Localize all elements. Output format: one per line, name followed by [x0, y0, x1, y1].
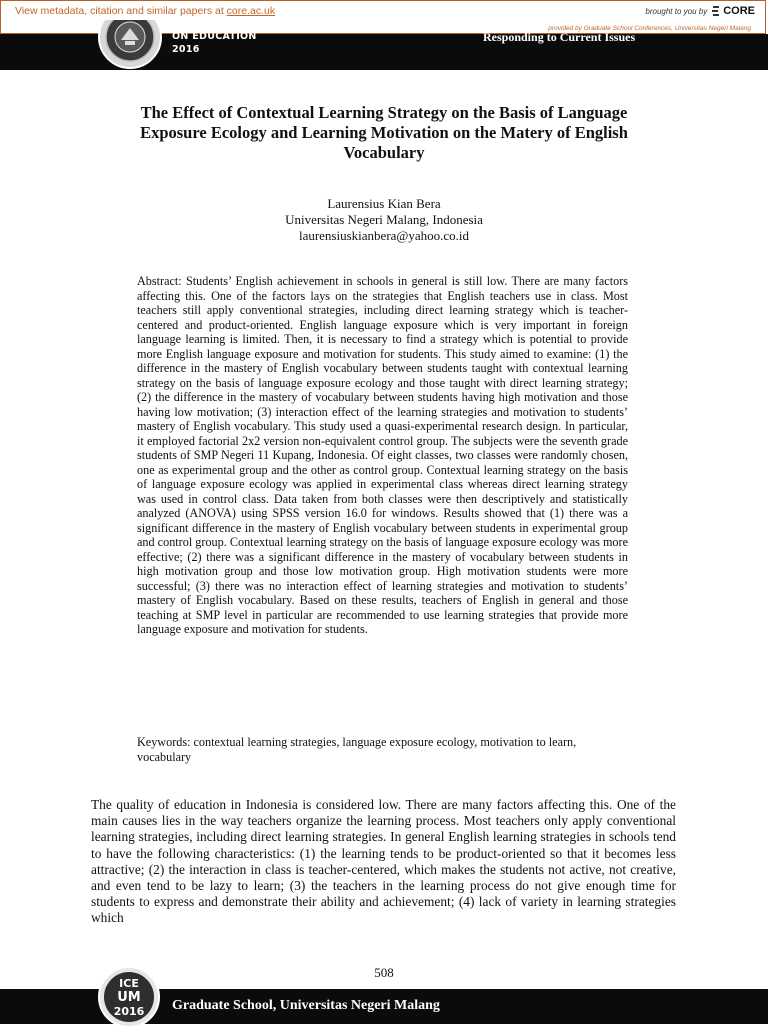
footer-institution: Graduate School, Universitas Negeri Malang — [172, 998, 440, 1013]
core-logo[interactable] — [711, 5, 755, 17]
core-brought-by[interactable] — [645, 5, 755, 17]
paper-title — [100, 103, 668, 163]
provided-source[interactable]: Graduate School Conferences, Universitas Negeri Malang — [583, 25, 751, 32]
logo-text-ice: ICE — [119, 977, 139, 990]
title-line: Exposure Ecology and Learning Motivation on the Matery of English — [140, 123, 628, 142]
conference-theme: Responding to Current Issues — [483, 30, 636, 44]
author-email: laurensiuskianbera@yahoo.co.id — [298, 228, 470, 243]
um-seal — [97, 20, 163, 70]
core-brand-text: CORE — [723, 5, 755, 17]
core-logo-icon — [711, 5, 721, 17]
title-line: Vocabulary — [343, 143, 425, 162]
logo-text-um: UM — [117, 990, 141, 1005]
provided-prefix: provided by — [548, 25, 582, 32]
core-link[interactable]: core.ac.uk — [226, 5, 276, 17]
conference-year: 2016 — [172, 44, 200, 55]
conference-line1: ON EDUCATION — [172, 31, 257, 42]
icef-um-logo-icon — [97, 965, 161, 1029]
page-number: 508 — [374, 965, 394, 980]
body-paragraph: The quality of education in Indonesia is considered low. There are many factors affecting this. One of the main causes lies in the way teachers organize the learning process. Most teachers only apply conventional learning strategies, including direct learning strategies. In general English learning strategies in schools tend to have the following characteristics: (1) the learning tends to be product-oriented so that it becomes less attractive; (2) the interaction in class is teacher-centered, which makes the students not active, not creative, and even tend to be lazy to learn; (3) the teachers in the learning process do not give enough time for students to express and demonstrate their ability and achievement; (4) lack of variety in learning strategies which — [91, 797, 676, 926]
conference-name — [172, 30, 257, 56]
brought-to-you-text: brought to you by — [645, 6, 708, 16]
logo-text-year: 2016 — [113, 1005, 145, 1018]
core-metadata-notice — [15, 5, 275, 17]
core-metadata-text: View metadata, citation and similar papers at — [15, 5, 227, 17]
author-affiliation: Universitas Negeri Malang, Indonesia — [285, 212, 483, 227]
icef-um-logo — [97, 965, 161, 1024]
title-line: The Effect of Contextual Learning Strategy on the Basis of Language — [140, 103, 628, 122]
um-seal-icon — [97, 20, 163, 70]
keywords: Keywords: contextual learning strategies, language exposure ecology, motivation to learn, vocabulary — [137, 735, 577, 764]
author-name: Laurensius Kian Bera — [327, 196, 441, 211]
abstract: Abstract: Students’ English achievement in schools in general is still low. There are many factors affecting this. One of the factors lays on the strategies that English teachers use in class. Most teachers still apply conventional strategies, including direct learning strategy which is teacher-centered and product-oriented. English language exposure which is very important in foreign language learning is limited. Then, it is necessary to find a strategy which is potential to provide more English language exposure and motivation for students. This study aimed to examine: (1) the difference in the mastery of English vocabulary between students taught with contextual learning strategy on the basis of language exposure ecology and those taught with direct learning strategy; (2) the difference in the mastery of vocabulary between students having high motivation and those having low motivation; (3) interaction effect of the learning strategies and motivation to students’ mastery of English vocabulary. This study used a quasi-experimental research design. In particular, it employed factorial 2x2 version non-equivalent control group. The subjects were the seventh grade students of SMP Negeri 11 Kupang, Indonesia. Of eight classes, two classes were randomly chosen, one as experimental group and the other as control group. Contextual learning strategy on the basis of language exposure ecology was applied in experimental class whereas direct learning strategy was used in control class. Data taken from both classes were then descriptively and statistically analyzed (ANOVA) using SPSS version 16.0 for windows. Results showed that (1) there was a significant difference in the mastery of English vocabulary between students in experimental group and control group. Contextual learning strategy on the basis of language exposure ecology was more effective; (2) there was a significant difference in the mastery of vocabulary between students in high motivation group and those low motivation group. High motivation students were more successful; (3) there was no interaction effect of learning strategies and motivation to students’ mastery of English vocabulary. Based on these results, teachers of English in general and those teaching at SMP level in particular are recommended to use learning strategies that provide more language exposure and motivation for students. — [137, 274, 628, 636]
